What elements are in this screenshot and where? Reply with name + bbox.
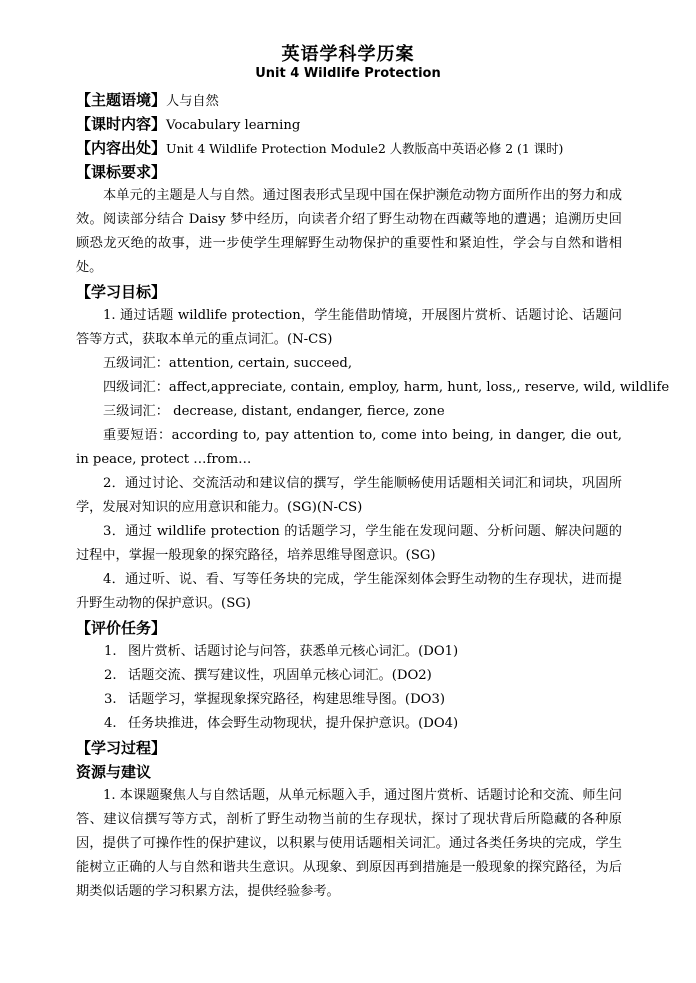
content-label: 【课时内容】: [76, 115, 167, 133]
task-number: 2.: [104, 668, 117, 683]
content-row: [76, 112, 624, 138]
task-text: 任务块推进，体会野生动物现状，提升保护意识。(DO4): [128, 716, 459, 731]
task-item: [104, 712, 458, 736]
source-row: [76, 136, 624, 162]
level5-vocab: 五级词汇：attention, certain, succeed,: [103, 356, 353, 371]
tasks-heading: 【评价任务】: [76, 619, 167, 637]
goal-4: 4．通过听、说、看、写等任务块的完成，学生能深刻体会野生动物的生存现状，进而提升野生动物的保护意识。(SG): [76, 572, 622, 611]
standards-paragraph: 本单元的主题是人与自然。通过图表形式呈现中国在保护濒危动物方面所作出的努力和成效。阅读部分结合 Daisy 梦中经历，向读者介绍了野生动物在西藏等地的遭遇；追溯历史回顾恐龙灭绝的故事，进一步使学生理解野生动物保护的重要性和紧迫性，学会与自然和谐相处。: [76, 188, 622, 275]
task-text: 图片赏析、话题讨论与问答，获悉单元核心词汇。(DO1): [128, 644, 459, 659]
goal-2: 2．通过讨论、交流活动和建议信的撰写，学生能顺畅使用话题相关词汇和词块，巩固所学，发展对知识的应用意识和能力。(SG)(N-CS): [76, 476, 622, 515]
goals-heading: 【学习目标】: [76, 283, 167, 301]
content-value: Vocabulary learning: [166, 118, 301, 133]
key-phrases: 重要短语：according to, pay attention to, come into being, in danger, die out, in peace, protect …from…: [76, 428, 622, 467]
task-text: 话题交流、撰写建议性，巩固单元核心词汇。(DO2): [128, 668, 432, 683]
task-item: [104, 664, 432, 688]
source-value: Unit 4 Wildlife Protection Module2 人教版高中英语必修 2 (1 课时): [166, 141, 564, 156]
task-number: 1.: [104, 644, 117, 659]
goals-heading-row: [76, 280, 624, 306]
process-heading-row: [76, 736, 624, 762]
standards-heading-row: [76, 160, 624, 186]
resources-heading: 资源与建议: [76, 763, 152, 781]
document-subtitle: Unit 4 Wildlife Protection: [255, 66, 441, 81]
goal-3: 3．通过 wildlife protection 的话题学习，学生能在发现问题、分析问题、解决问题的过程中，掌握一般现象的探究路径，培养思维导图意识。(SG): [76, 524, 622, 563]
standards-heading: 【课标要求】: [76, 163, 167, 181]
level4-vocab: 四级词汇：affect,appreciate, contain, employ, harm, hunt, loss,, reserve, wild, wildlife: [103, 380, 670, 395]
task-item: [104, 688, 445, 712]
process-heading: 【学习过程】: [76, 739, 167, 757]
task-number: 4.: [104, 716, 117, 731]
tasks-heading-row: [76, 616, 624, 642]
task-text: 话题学习，掌握现象探究路径，构建思维导图。(DO3): [128, 692, 446, 707]
theme-value: 人与自然: [166, 94, 219, 109]
source-label: 【内容出处】: [76, 139, 167, 157]
document-title: 英语学科学历案: [281, 44, 415, 65]
task-number: 3.: [104, 692, 117, 707]
task-item: [104, 640, 458, 664]
process-paragraph: 1. 本课题聚焦人与自然话题，从单元标题入手，通过图片赏析、话题讨论和交流、师生问答、建议信撰写等方式，剖析了野生动物当前的生存现状，探讨了现状背后所隐藏的各种原因，提供了可操作性的保护建议，以积累与使用话题相关词汇。通过各类任务块的完成，学生能树立正确的人与自然和谐共生意识。从现象、到原因再到措施是一般现象的探究路径，为后期类似话题的学习积累方法，提供经验参考。: [76, 788, 622, 899]
theme-label: 【主题语境】: [76, 91, 167, 109]
theme-row: [76, 88, 624, 114]
level3-vocab: 三级词汇： decrease, distant, endanger, fierce, zone: [103, 404, 445, 419]
goal-1: 1. 通过话题 wildlife protection，学生能借助情境，开展图片赏析、话题讨论、话题问答等方式，获取本单元的重点词汇。(N-CS): [76, 308, 622, 347]
resources-heading-row: [76, 760, 624, 786]
